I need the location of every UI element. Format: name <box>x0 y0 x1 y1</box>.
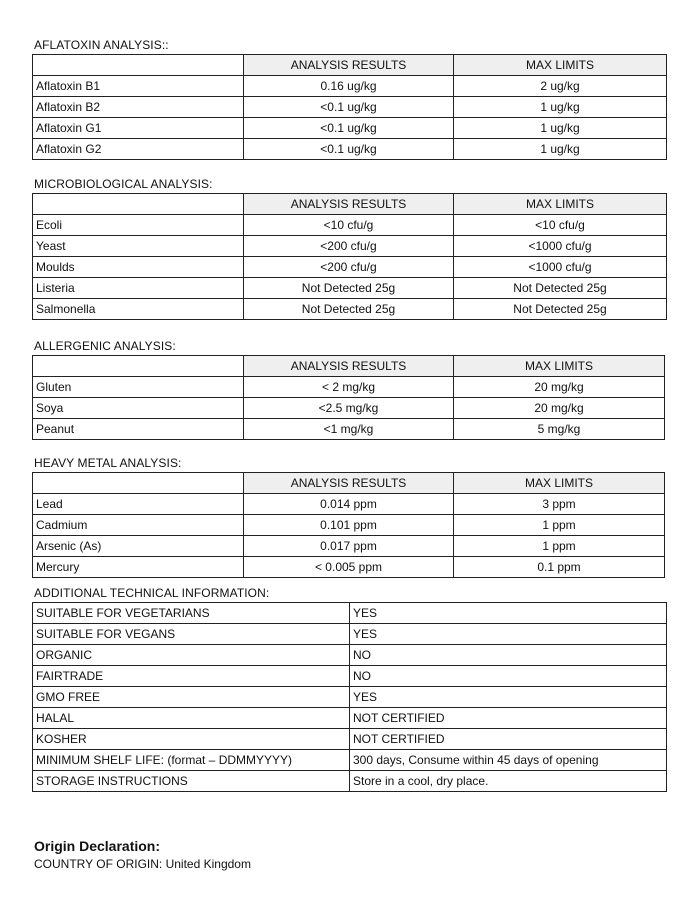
analysis-result: < 2 mg/kg <box>244 377 454 398</box>
table-header-row <box>33 356 665 377</box>
table-row <box>33 118 667 139</box>
table-row <box>33 708 667 729</box>
row-label: Ecoli <box>33 215 244 236</box>
analysis-result: <0.1 ug/kg <box>244 97 454 118</box>
analysis-result: <10 cfu/g <box>244 215 454 236</box>
info-value: YES <box>350 624 667 645</box>
info-label: KOSHER <box>33 729 350 750</box>
max-limit: 3 ppm <box>454 494 665 515</box>
info-value: NOT CERTIFIED <box>350 729 667 750</box>
allergenic-table <box>32 355 665 440</box>
info-value: 300 days, Consume within 45 days of opening <box>350 750 667 771</box>
analysis-result: Not Detected 25g <box>244 299 454 320</box>
header-blank <box>33 55 244 76</box>
table-row <box>33 215 667 236</box>
country-of-origin <box>34 857 251 871</box>
info-label: SUITABLE FOR VEGETARIANS <box>33 603 350 624</box>
analysis-result: 0.16 ug/kg <box>244 76 454 97</box>
header-analysis-results: ANALYSIS RESULTS <box>244 473 454 494</box>
info-label: MINIMUM SHELF LIFE: (format – DDMMYYYY) <box>33 750 350 771</box>
max-limit: 2 ug/kg <box>454 76 667 97</box>
table-row <box>33 236 667 257</box>
max-limit: <1000 cfu/g <box>454 236 667 257</box>
table-row <box>33 624 667 645</box>
header-max-limits: MAX LIMITS <box>454 55 667 76</box>
max-limit: 1 ug/kg <box>454 118 667 139</box>
analysis-result: Not Detected 25g <box>244 278 454 299</box>
analysis-result: <1 mg/kg <box>244 419 454 440</box>
info-label: STORAGE INSTRUCTIONS <box>33 771 350 792</box>
table-row <box>33 257 667 278</box>
analysis-result: 0.014 ppm <box>244 494 454 515</box>
origin-declaration-title: Origin Declaration: <box>34 838 161 854</box>
max-limit: Not Detected 25g <box>454 278 667 299</box>
info-label: FAIRTRADE <box>33 666 350 687</box>
table-row <box>33 494 665 515</box>
additional-info-table <box>32 602 667 792</box>
header-max-limits: MAX LIMITS <box>454 194 667 215</box>
header-analysis-results: ANALYSIS RESULTS <box>244 55 454 76</box>
table-row <box>33 557 665 578</box>
row-label: Soya <box>33 398 244 419</box>
max-limit: 1 ug/kg <box>454 139 667 160</box>
info-label: SUITABLE FOR VEGANS <box>33 624 350 645</box>
info-value: Store in a cool, dry place. <box>350 771 667 792</box>
analysis-result: <0.1 ug/kg <box>244 118 454 139</box>
analysis-result: <0.1 ug/kg <box>244 139 454 160</box>
analysis-result: <200 cfu/g <box>244 257 454 278</box>
row-label: Lead <box>33 494 244 515</box>
table-row <box>33 603 667 624</box>
country-of-origin-value: United Kingdom <box>165 857 251 871</box>
info-value: YES <box>350 687 667 708</box>
row-label: Listeria <box>33 278 244 299</box>
analysis-result: 0.017 ppm <box>244 536 454 557</box>
table-row <box>33 97 667 118</box>
row-label: Aflatoxin G1 <box>33 118 244 139</box>
analysis-result: <200 cfu/g <box>244 236 454 257</box>
allergenic-section-title: ALLERGENIC ANALYSIS: <box>34 339 176 353</box>
row-label: Yeast <box>33 236 244 257</box>
max-limit: 5 mg/kg <box>454 419 665 440</box>
max-limit: 20 mg/kg <box>454 377 665 398</box>
max-limit: 1 ppm <box>454 536 665 557</box>
heavy-metal-section-title: HEAVY METAL ANALYSIS: <box>34 456 182 470</box>
header-analysis-results: ANALYSIS RESULTS <box>244 194 454 215</box>
row-label: Aflatoxin G2 <box>33 139 244 160</box>
row-label: Aflatoxin B1 <box>33 76 244 97</box>
table-header-row <box>33 55 667 76</box>
analysis-result: 0.101 ppm <box>244 515 454 536</box>
table-row <box>33 750 667 771</box>
table-row <box>33 645 667 666</box>
microbiological-section-title: MICROBIOLOGICAL ANALYSIS: <box>34 177 213 191</box>
max-limit: <1000 cfu/g <box>454 257 667 278</box>
max-limit: 0.1 ppm <box>454 557 665 578</box>
heavy-metal-table <box>32 472 665 578</box>
row-label: Arsenic (As) <box>33 536 244 557</box>
header-blank <box>33 356 244 377</box>
row-label: Gluten <box>33 377 244 398</box>
additional-info-section-title: ADDITIONAL TECHNICAL INFORMATION: <box>34 586 270 600</box>
microbiological-table <box>32 193 667 320</box>
table-row <box>33 515 665 536</box>
header-blank <box>33 194 244 215</box>
row-label: Peanut <box>33 419 244 440</box>
table-row <box>33 76 667 97</box>
info-value: YES <box>350 603 667 624</box>
table-header-row <box>33 473 665 494</box>
max-limit: 1 ug/kg <box>454 97 667 118</box>
info-label: ORGANIC <box>33 645 350 666</box>
header-analysis-results: ANALYSIS RESULTS <box>244 356 454 377</box>
max-limit: Not Detected 25g <box>454 299 667 320</box>
row-label: Aflatoxin B2 <box>33 97 244 118</box>
max-limit: 20 mg/kg <box>454 398 665 419</box>
max-limit: 1 ppm <box>454 515 665 536</box>
table-row <box>33 729 667 750</box>
aflatoxin-section-title: AFLATOXIN ANALYSIS:: <box>34 38 169 52</box>
table-row <box>33 377 665 398</box>
table-row <box>33 278 667 299</box>
table-row <box>33 139 667 160</box>
row-label: Moulds <box>33 257 244 278</box>
table-row <box>33 419 665 440</box>
aflatoxin-table <box>32 54 667 160</box>
table-row <box>33 687 667 708</box>
analysis-result: <2.5 mg/kg <box>244 398 454 419</box>
max-limit: <10 cfu/g <box>454 215 667 236</box>
row-label: Salmonella <box>33 299 244 320</box>
table-header-row <box>33 194 667 215</box>
header-max-limits: MAX LIMITS <box>454 473 665 494</box>
table-row <box>33 398 665 419</box>
header-max-limits: MAX LIMITS <box>454 356 665 377</box>
country-of-origin-label: COUNTRY OF ORIGIN: <box>34 857 163 871</box>
info-value: NOT CERTIFIED <box>350 708 667 729</box>
row-label: Cadmium <box>33 515 244 536</box>
info-label: GMO FREE <box>33 687 350 708</box>
info-label: HALAL <box>33 708 350 729</box>
header-blank <box>33 473 244 494</box>
table-row <box>33 299 667 320</box>
info-value: NO <box>350 645 667 666</box>
info-value: NO <box>350 666 667 687</box>
row-label: Mercury <box>33 557 244 578</box>
analysis-result: < 0.005 ppm <box>244 557 454 578</box>
table-row <box>33 771 667 792</box>
table-row <box>33 536 665 557</box>
table-row <box>33 666 667 687</box>
